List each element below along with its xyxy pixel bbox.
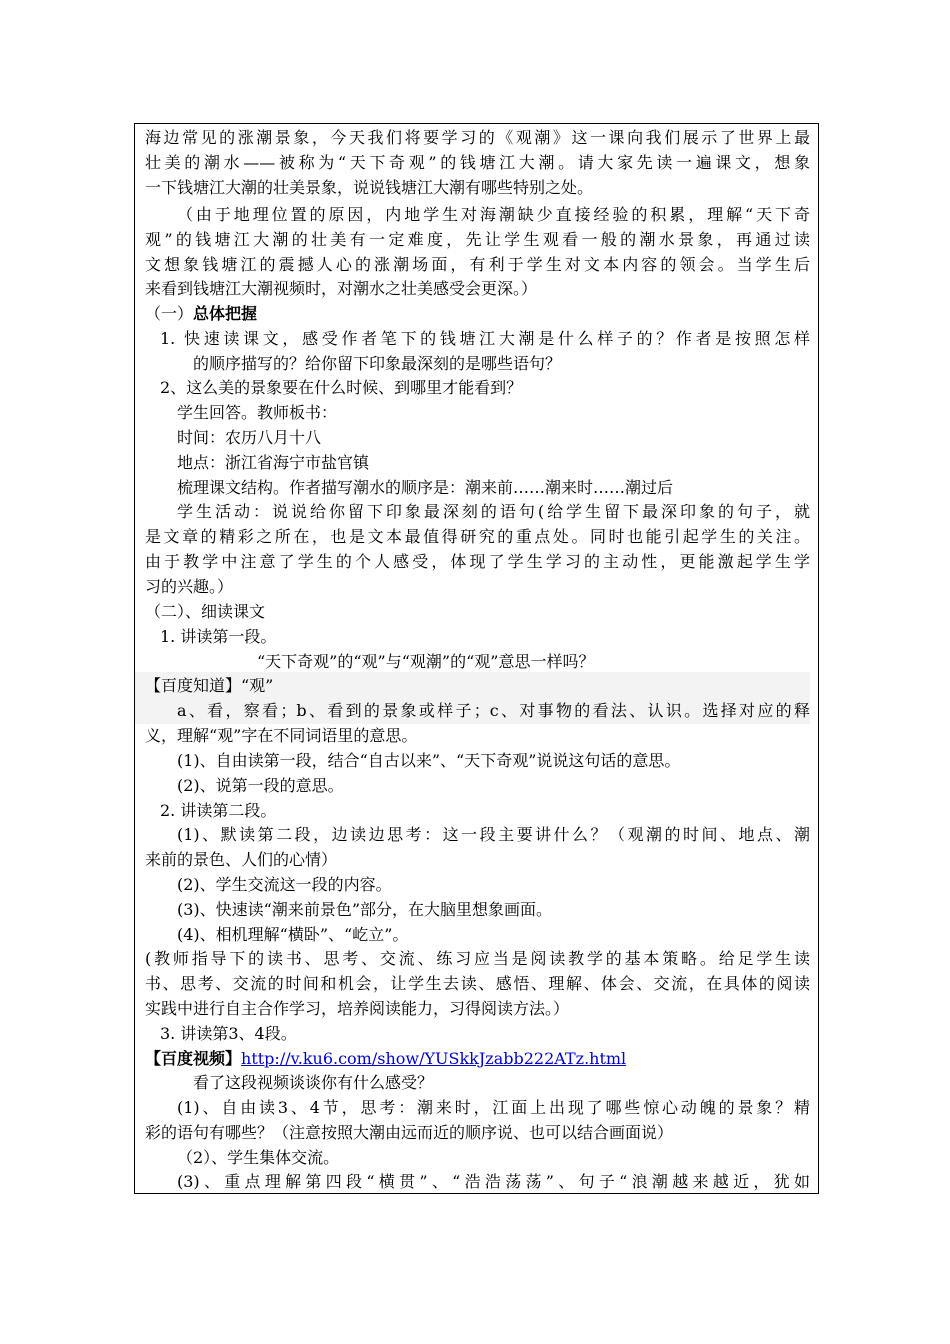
baidu-video-label: 【百度视频】 (145, 1049, 242, 1068)
step-line: (3)、重点理解第四段“横贯”、“浩浩荡荡”、句子“浪潮越来越近，犹如 (177, 1172, 810, 1191)
list-item: 1. 讲读第一段。 (160, 627, 277, 646)
list-item: 2、这么美的景象要在什么时候、到哪里才能看到？ (160, 378, 523, 397)
step-line: （2）、学生集体交流。 (177, 1148, 340, 1167)
step-line: (2)、说第一段的意思。 (177, 776, 344, 795)
list-item: 1. 快速读课文，感受作者笔下的钱塘江大潮是什么样子的？作者是按照怎样 (160, 329, 810, 348)
step-line-continuation: 彩的语句有哪些？（注意按照大潮由远而近的顺序说、也可以结合画面说） (145, 1123, 674, 1142)
paragraph-line: （由于地理位置的原因，内地学生对海潮缺少直接经验的积累，理解“天下奇 (177, 205, 810, 224)
step-line: (2)、学生交流这一段的内容。 (177, 875, 392, 894)
list-item-continuation: 的顺序描写的？给你留下印象最深刻的是哪些语句？ (193, 354, 562, 373)
step-line: (1)、默读第二段，边读边思考：这一段主要讲什么？（观潮的时间、地点、潮 (177, 825, 810, 844)
paragraph-line: 观”的钱塘江大潮的壮美有一定难度，先让学生观看一般的潮水景象，再通过读 (145, 230, 810, 249)
list-item: 3. 讲读第3、4段。 (160, 1024, 297, 1043)
paragraph-line: a、看，察看；b、看到的景象或样子；c、对事物的看法、认识。选择对应的释 (177, 701, 810, 720)
paragraph-line: 习的兴趣。） (145, 577, 234, 596)
paragraph-line: 壮美的潮水——被称为“天下奇观”的钱塘江大潮。请大家先读一遍课文，想象 (145, 153, 810, 172)
step-line: (3)、快速读“潮来前景色”部分，在大脑里想象画面。 (177, 900, 553, 919)
video-link[interactable]: http://v.ku6.com/show/YUSkkJzabb222ATz.html (241, 1049, 627, 1068)
section-heading (145, 302, 257, 326)
question-line: 看了这段视频谈谈你有什么感受？ (193, 1073, 434, 1092)
step-line: (1)、自由读第一段，结合“自古以来”、“天下奇观”说说这句话的意思。 (177, 751, 681, 770)
baidu-zhidao-label: 【百度知道】“观” (145, 676, 274, 695)
baidu-video-line (145, 1047, 626, 1071)
paragraph-line: 文想象钱塘江的震撼人心的涨潮场面，有利于学生对文本内容的领会。当学生后 (145, 255, 810, 274)
question-line: “天下奇观”的“观”与“观潮”的“观”意思一样吗？ (257, 652, 595, 671)
paragraph-line: 地点：浙江省海宁市盐官镇 (177, 453, 370, 472)
paragraph-line: 一下钱塘江大潮的壮美景象，说说钱塘江大潮有哪些特别之处。 (145, 178, 594, 197)
paragraph-line: (教师指导下的读书、思考、交流、练习应当是阅读教学的基本策略。给足学生读 (145, 949, 810, 968)
section-title: 总体把握 (193, 304, 258, 323)
paragraph-line: 义，理解“观”字在不同词语里的意思。 (145, 726, 418, 745)
paragraph-line: 来看到钱塘江大潮视频时，对潮水之壮美感受会更深。） (145, 279, 538, 298)
step-line: (4)、相机理解“横卧”、“屹立”。 (177, 925, 409, 944)
paragraph-line: 学生活动：说说给你留下印象最深刻的语句(给学生留下最深印象的句子，就 (177, 502, 810, 521)
paragraph-line: 是文章的精彩之所在，也是文本最值得研究的重点处。同时也能引起学生的关注。 (145, 527, 810, 546)
paragraph-line: 海边常见的涨潮景象，今天我们将要学习的《观潮》这一课向我们展示了世界上最 (145, 128, 810, 147)
section-heading: （二）、细读课文 (145, 602, 266, 621)
paragraph-line: 书、思考、交流的时间和机会，让学生去读、感悟、理解、体会、交流，在具体的阅读 (145, 974, 810, 993)
step-line-continuation: 来前的景色、人们的心情） (145, 850, 338, 869)
section-number: （一） (145, 304, 194, 323)
list-item: 2. 讲读第二段。 (160, 801, 277, 820)
paragraph-line: 学生回答。教师板书： (177, 403, 338, 422)
paragraph-line: 时间：农历八月十八 (177, 428, 322, 447)
paragraph-line: 实践中进行自主合作学习，培养阅读能力，习得阅读方法。） (145, 999, 570, 1018)
paragraph-line: 梳理课文结构。作者描写潮水的顺序是：潮来前……潮来时……潮过后 (177, 478, 674, 497)
paragraph-line: 由于教学中注意了学生的个人感受，体现了学生学习的主动性，更能激起学生学 (145, 552, 810, 571)
step-line: (1)、自由读3、4节，思考：潮来时，江面上出现了哪些惊心动魄的景象？精 (177, 1098, 810, 1117)
